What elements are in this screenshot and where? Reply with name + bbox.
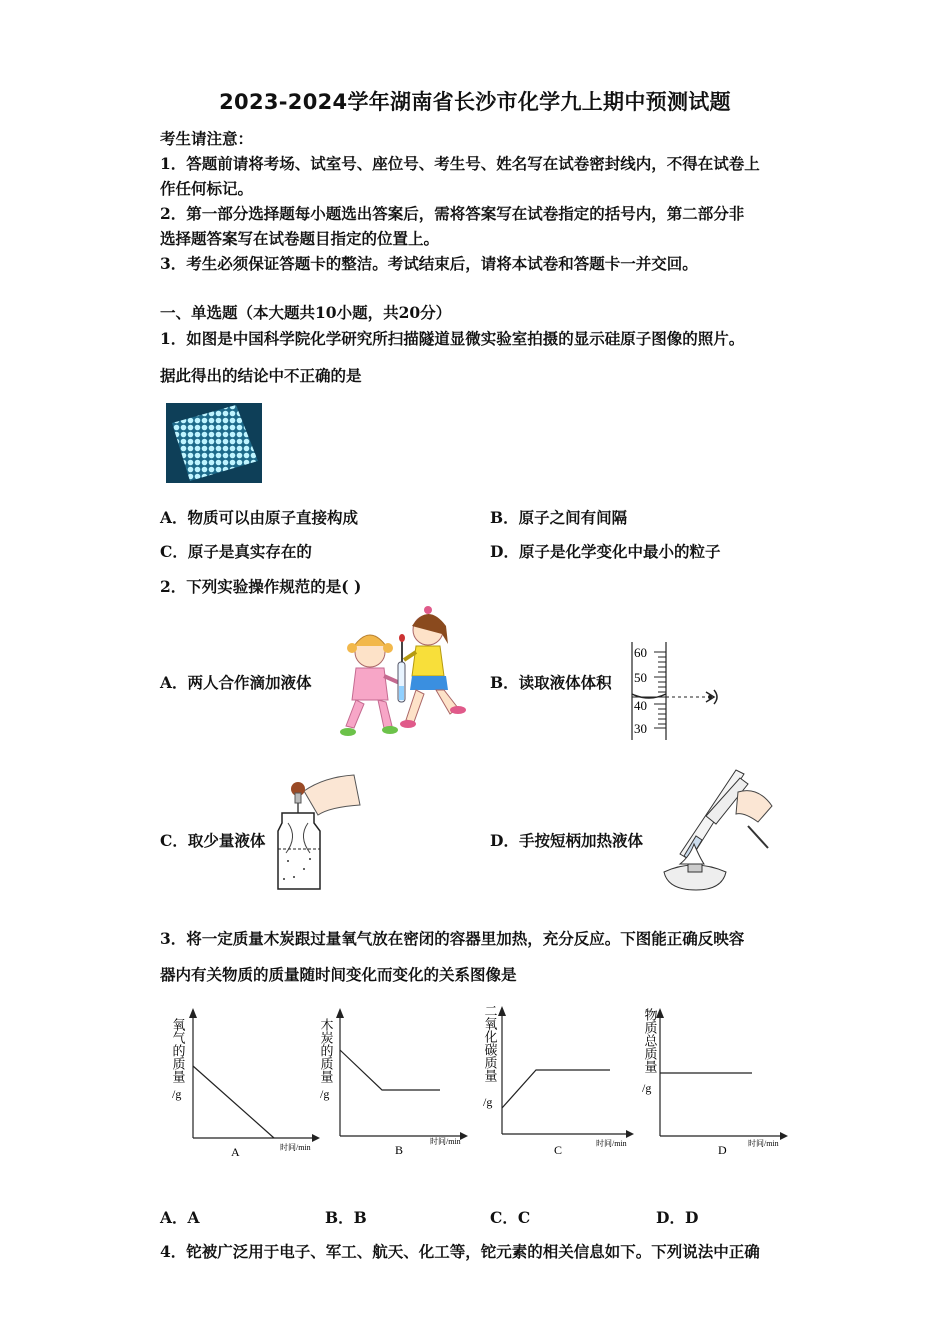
q1-stem-2: 据此得出的结论中不正确的是 bbox=[160, 366, 362, 385]
notice-line-2: 作任何标记。 bbox=[160, 179, 254, 198]
graph-b-xlabel: 时间/min bbox=[430, 1137, 461, 1146]
graph-a-line bbox=[193, 1066, 274, 1138]
q1-option-d[interactable]: D．原子是化学变化中最小的粒子 bbox=[490, 542, 721, 561]
graph-b-ylabel: 木炭的质量 bbox=[318, 1018, 334, 1083]
graph-d-xlabel: 时间/min bbox=[748, 1139, 779, 1148]
q3-option-a[interactable]: A．A bbox=[160, 1208, 200, 1227]
graph-a-unit: /g bbox=[172, 1087, 182, 1101]
notice-line-5: 3．考生必须保证答题卡的整洁。考试结束后，请将本试卷和答题卡一并交回。 bbox=[160, 254, 698, 273]
q1-option-b[interactable]: B．原子之间有间隔 bbox=[490, 508, 628, 527]
tick-50: 50 bbox=[634, 670, 647, 685]
q3-option-c[interactable]: C．C bbox=[490, 1208, 531, 1227]
q2-option-d[interactable]: D．手按短柄加热液体 bbox=[490, 831, 643, 850]
q4-stem: 4．铊被广泛用于电子、军工、航天、化工等，铊元素的相关信息如下。下列说法中正确 bbox=[160, 1242, 760, 1261]
notice-line-4: 选择题答案写在试卷题目指定的位置上。 bbox=[160, 229, 440, 248]
graph-b bbox=[316, 1000, 476, 1170]
graduated-cylinder-illustration bbox=[628, 642, 724, 740]
notice-heading: 考生请注意： bbox=[160, 129, 254, 148]
q2-option-c[interactable]: C．取少量液体 bbox=[160, 831, 266, 850]
graph-a-xlabel: 时间/min bbox=[280, 1143, 311, 1152]
q2-option-b[interactable]: B．读取液体体积 bbox=[490, 673, 612, 692]
notice-line-3: 2．第一部分选择题每小题选出答案后，需将答案写在试卷指定的括号内，第二部分非 bbox=[160, 204, 745, 223]
page-title: 2023-2024学年湖南省长沙市化学九上期中预测试题 bbox=[219, 90, 731, 114]
tick-40: 40 bbox=[634, 698, 647, 713]
graph-a-ylabel: 氧气的质量 bbox=[170, 1018, 186, 1083]
q3-stem-1: 3．将一定质量木炭跟过量氧气放在密闭的容器里加热，充分反应。下图能正确反映容 bbox=[160, 929, 745, 948]
q2-stem: 2．下列实验操作规范的是( ) bbox=[160, 577, 362, 596]
tick-30: 30 bbox=[634, 721, 647, 736]
section-heading: 一、单选题（本大题共10小题，共20分） bbox=[160, 303, 452, 322]
graph-a bbox=[166, 1000, 326, 1170]
graph-d-unit: /g bbox=[642, 1081, 652, 1095]
graph-d bbox=[638, 1000, 794, 1170]
tick-60: 60 bbox=[634, 645, 647, 660]
dropper-bottle-illustration bbox=[274, 765, 364, 891]
heating-test-tube-illustration bbox=[656, 764, 778, 892]
graph-c-tag: C bbox=[554, 1143, 563, 1157]
q3-option-b[interactable]: B．B bbox=[325, 1208, 367, 1227]
q1-option-c[interactable]: C．原子是真实存在的 bbox=[160, 542, 312, 561]
two-children-dropper-illustration bbox=[332, 604, 468, 744]
graph-b-line bbox=[340, 1050, 440, 1090]
silicon-atom-image bbox=[166, 403, 262, 483]
q3-stem-2: 器内有关物质的质量随时间变化而变化的关系图像是 bbox=[160, 965, 517, 984]
graph-b-unit: /g bbox=[320, 1087, 330, 1101]
graph-d-ylabel: 物质总质量 bbox=[642, 1008, 658, 1073]
graph-c-unit: /g bbox=[483, 1095, 493, 1109]
notice-line-1: 1．答题前请将考场、试室号、座位号、考生号、姓名写在试卷密封线内，不得在试卷上 bbox=[160, 154, 760, 173]
graph-a-tag: A bbox=[231, 1145, 240, 1159]
q2-option-a[interactable]: A．两人合作滴加液体 bbox=[160, 673, 312, 692]
q1-stem-1: 1．如图是中国科学院化学研究所扫描隧道显微实验室拍摄的显示硅原子图像的照片。 bbox=[160, 329, 745, 348]
graph-d-tag: D bbox=[718, 1143, 727, 1157]
q3-option-d[interactable]: D．D bbox=[656, 1208, 699, 1227]
graph-c bbox=[478, 996, 640, 1166]
graph-c-xlabel: 时间/min bbox=[596, 1139, 627, 1148]
q1-option-a[interactable]: A．物质可以由原子直接构成 bbox=[160, 508, 359, 527]
graph-c-line bbox=[502, 1070, 610, 1108]
graph-c-ylabel: 二氧化碳质量 bbox=[482, 1004, 498, 1082]
graph-b-tag: B bbox=[395, 1143, 404, 1157]
